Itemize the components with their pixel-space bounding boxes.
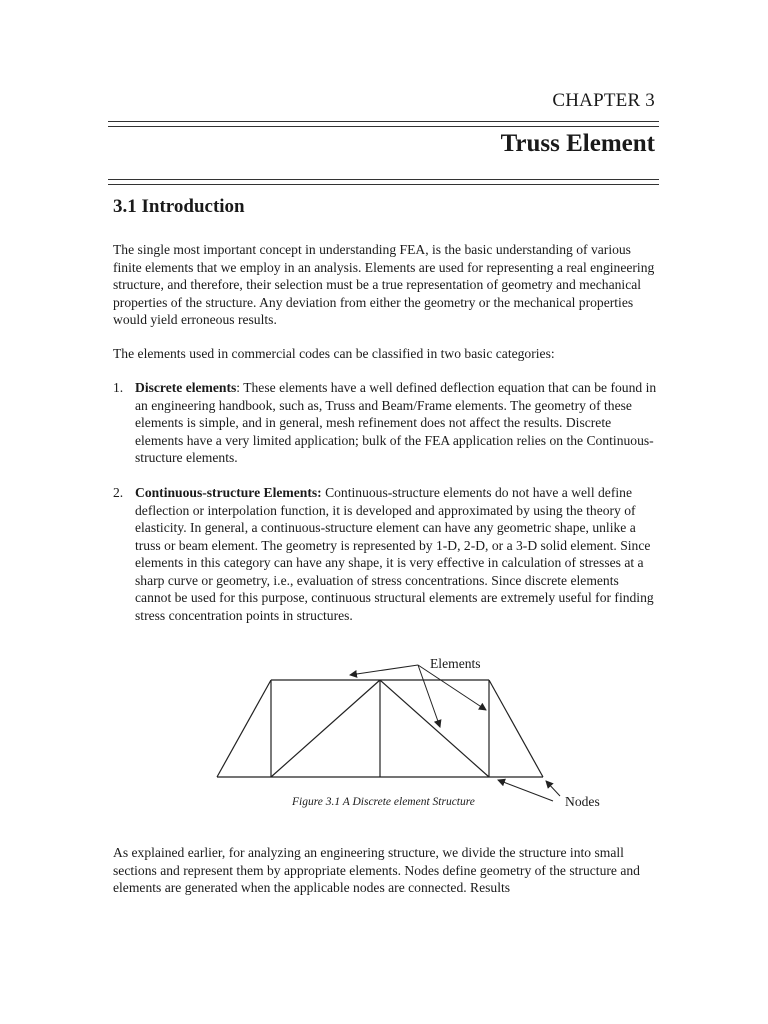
list-number: 1.	[113, 380, 124, 395]
list-term: Discrete elements	[135, 380, 237, 395]
figure-caption: Figure 3.1 A Discrete element Structure	[292, 796, 475, 808]
closing-paragraph: As explained earlier, for analyzing an engineering structure, we divide the structure into small sections and represent them by appropriate elements. Nodes define geometry of the structure and elements are generated when the applicable nodes are connected. Results	[113, 845, 640, 895]
elements-label: Elements	[430, 656, 481, 671]
nodes-pointer-arrow	[546, 781, 560, 796]
truss-member	[489, 680, 543, 777]
elements-pointer-arrow	[350, 665, 418, 675]
truss-member	[380, 680, 489, 777]
header-rule-top-second	[108, 126, 659, 127]
section-heading: 3.1 Introduction	[113, 196, 245, 217]
truss-member	[217, 680, 271, 777]
list-item-body	[135, 484, 658, 624]
elements-pointer-arrow	[418, 665, 440, 727]
nodes-pointer-arrow	[498, 780, 553, 801]
truss-member	[271, 680, 380, 777]
list-item-discrete	[113, 379, 658, 467]
list-item-continuous	[113, 484, 658, 624]
nodes-label: Nodes	[565, 794, 600, 809]
list-text: : These elements have a well defined deflection equation that can be found in an engineering handbook, such as, Truss and Beam/Frame elements. The geometry of these elements is simple, and in general, mesh refinement does not affect the results. Discrete elements have a very limited application; bulk of the FEA application relies on the Continuous-structure elements.	[135, 380, 657, 465]
header-rule-bottom	[108, 179, 659, 180]
truss-figure	[200, 655, 620, 815]
list-text: Continuous-structure elements do not have a well define deflection or interpolation function, it is developed and approximated by using the theory of elasticity. In general, a continuous-structure element can have any geometric shape, unlike a truss or beam element. The geometry is represented by 1-D, 2-D, or a 3-D solid element. Since elements in this category can have any shape, it is very effective in calculation of stresses at a sharp curve or geometry, i.e., evaluation of stress concentrations. Since discrete elements cannot be used for this purpose, continuous structural elements are extremely useful for finding stress concentration points in structures.	[135, 485, 654, 623]
chapter-label: CHAPTER 3	[552, 90, 655, 111]
intro-paragraph: The single most important concept in understanding FEA, is the basic understanding of various finite elements that we employ in an analysis. Elements are used for representing a real engineering structure, and therefore, their selection must be a true representation of geometry and mechanical properties of the structure. Any deviation from either the geometry or the mechanical properties would yield erroneous results.	[113, 242, 655, 327]
header-rule-bottom-second	[108, 184, 659, 185]
chapter-title: Truss Element	[500, 130, 655, 157]
list-term: Continuous-structure Elements:	[135, 485, 322, 500]
list-number: 2.	[113, 485, 124, 500]
list-item-body	[135, 379, 658, 467]
header-rule-top	[108, 121, 659, 122]
categories-intro-paragraph: The elements used in commercial codes can be classified in two basic categories:	[113, 346, 555, 361]
